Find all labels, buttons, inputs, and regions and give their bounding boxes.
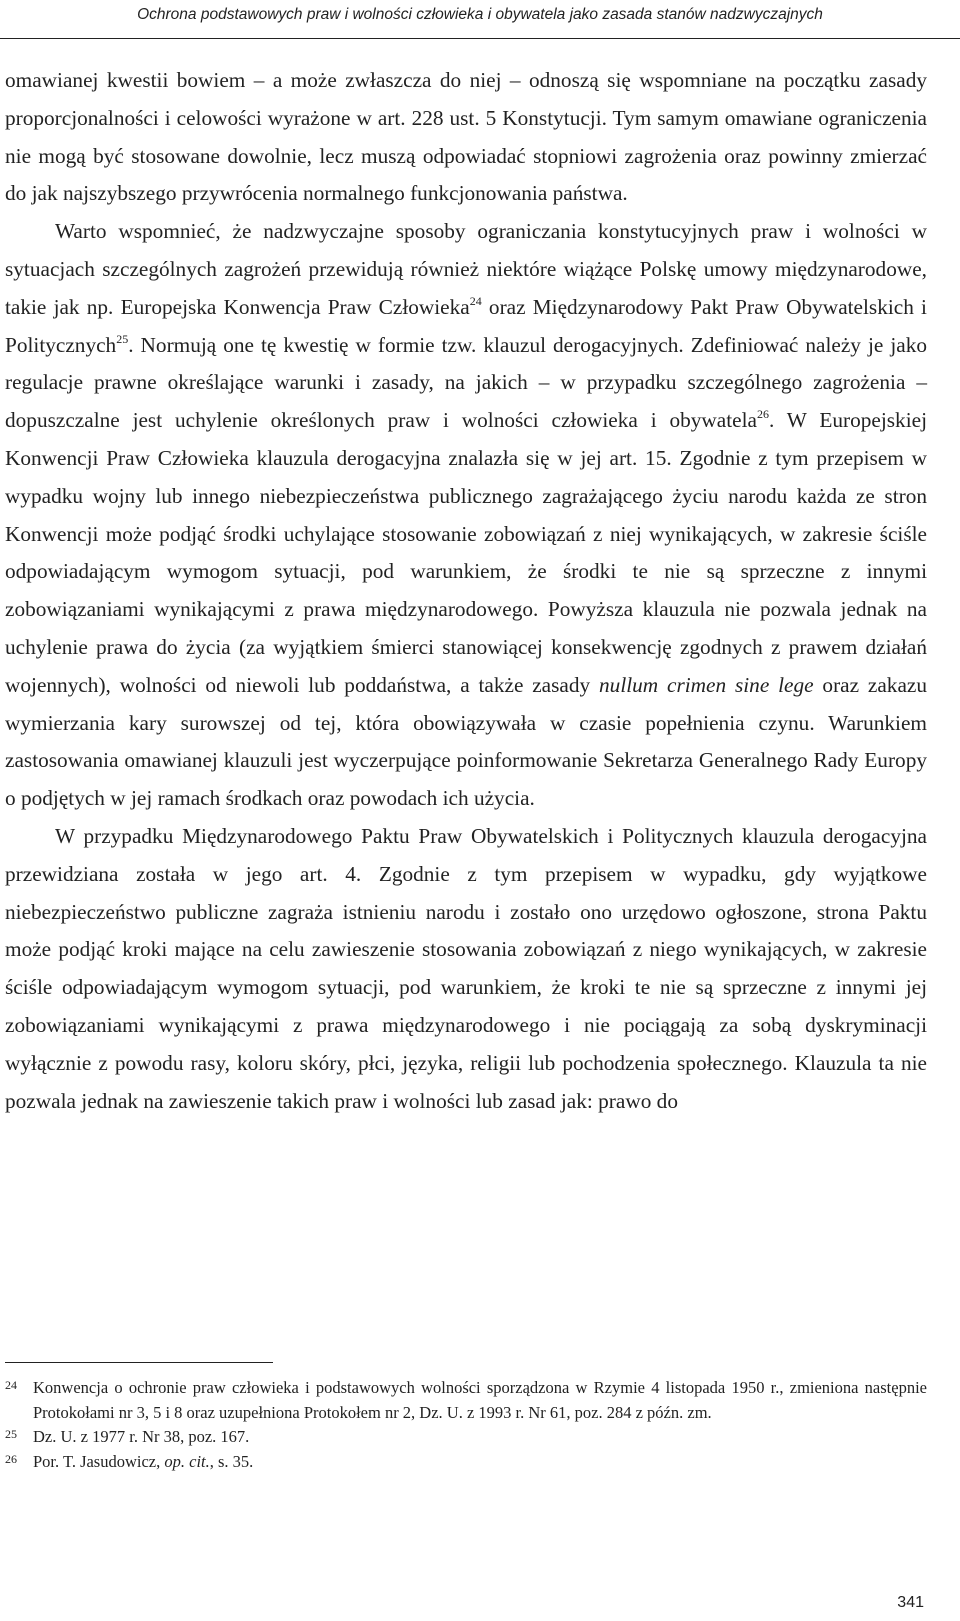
footnote-text: Por. T. Jasudowicz, op. cit., s. 35.: [33, 1451, 254, 1471]
footnote-text: Konwencja o ochronie praw człowieka i podstawowych wolności sporządzona w Rzymie 4 listopada 1950 r., zmieniona następnie Protokołami nr 3, 5 i 8 oraz uzupełniona Protokołem nr 2, Dz. U. z 1993 r. Nr 61, poz. 284 z późn. zm.: [33, 1378, 927, 1422]
page-number: 341: [897, 1594, 924, 1611]
running-header: [0, 0, 960, 39]
footnote-ref-26[interactable]: 26: [756, 407, 769, 422]
main-text: [5, 62, 927, 1120]
footnotes: [5, 1376, 927, 1474]
footnote-ref-25[interactable]: 25: [116, 331, 129, 346]
latin-phrase: nullum crimen sine lege: [599, 672, 814, 697]
footnote-number: 25: [5, 1427, 17, 1441]
footnote-24: [5, 1376, 927, 1425]
footnote-26: [5, 1450, 927, 1475]
footnote-ref-24[interactable]: 24: [469, 293, 482, 308]
running-title: Ochrona podstawowych praw i wolności człowieka i obywatela jako zasada stanów nadzwyczajnych: [137, 6, 823, 23]
paragraph-3: W przypadku Międzynarodowego Paktu Praw Obywatelskich i Politycznych klauzula derogacyjna przewidziana została w jego art. 4. Zgodnie z tym przepisem w wypadku, gdy wyjątkowe niebezpieczeństwo publiczne zagraża istnieniu narodu i zostało ono urzędowo ogłoszone, strona Paktu może podjąć kroki mające na celu zawieszenie stosowania zobowiązań z niego wynikających, w zakresie ściśle odpowiadającym wymogom sytuacji, pod warunkiem, że kroki te nie są sprzeczne z innymi jej zobowiązaniami wynikającymi z prawa międzynarodowego i nie pociągają za sobą dyskryminacji wyłącznie z powodu rasy, koloru skóry, płci, języka, religii lub pochodzenia społecznego. Klauzula ta nie pozwala jednak na zawieszenie takich praw i wolności lub zasad jak: prawo do: [5, 823, 927, 1113]
footnote-text: Dz. U. z 1977 r. Nr 38, poz. 167.: [33, 1427, 250, 1446]
footnote-25: [5, 1425, 927, 1450]
footnote-number: 24: [5, 1378, 17, 1392]
paragraph-1: omawianej kwestii bowiem – a może zwłaszcza do niej – odnoszą się wspomniane na początku zasady proporcjonalności i celowości wyrażone w art. 228 ust. 5 Konstytucji. Tym samym omawiane ograniczenia nie mogą być stosowane dowolnie, lecz muszą odpowiadać stopniowi zagrożenia oraz powinny zmierzać do jak najszybszego przywrócenia normalnego funkcjonowania państwa.: [5, 68, 927, 206]
footnote-number: 26: [5, 1451, 17, 1466]
paragraph-2: Warto wspomnieć, że nadzwyczajne sposoby ograniczania konstytucyjnych praw i wolności w sytuacjach szczególnych zagrożeń przewidują również niektóre wiążące Polskę umowy międzynarodowe, takie jak np. Europejska Konwencja Praw Człowieka$^{24}$ oraz Międzynarodowy Pakt Praw Obywatelskich i Politycznych$^{25}$. Normują one tę kwestię w formie tzw. klauzul derogacyjnych. Zdefiniować należy je jako regulacje prawne określające warunki i zasady, na jakich – w przypadku szczególnego zagrożenia – dopuszczalne jest uchylenie określonych praw i wolności człowieka i obywatela$^{26}$. W Europejskiej Konwencji Praw Człowieka klauzula derogacyjna znalazła się w jej art. 15. Zgodnie z tym przepisem w wypadku wojny lub innego niebezpieczeństwa publicznego zagrażającego życiu narodu każda ze stron Konwencji może podjąć środki uchylające stosowanie zobowiązań z niej wynikających, w zakresie ściśle odpowiadającym wymogom sytuacji, pod warunkiem, że środki te nie są sprzeczne z innymi zobowiązaniami wynikającymi z prawa międzynarodowego. Powyższa klauzula nie pozwala jednak na uchylenie prawa do życia (za wyjątkiem śmierci stanowiącej konsekwencję zgodnych z prawem działań wojennych), wolności od niewoli lub poddaństwa, a także zasady nullum crimen sine lege oraz zakazu wymierzania kary surowszej od tej, która obowiązywała w czasie popełnienia czynu. Warunkiem zastosowania omawianej klauzuli jest wyczerpujące poinformowanie Sekretarza Generalnego Rady Europy o podjętych w jej ramach środkach oraz powodach ich użycia.: [5, 219, 928, 811]
footnote-separator: [5, 1362, 273, 1363]
